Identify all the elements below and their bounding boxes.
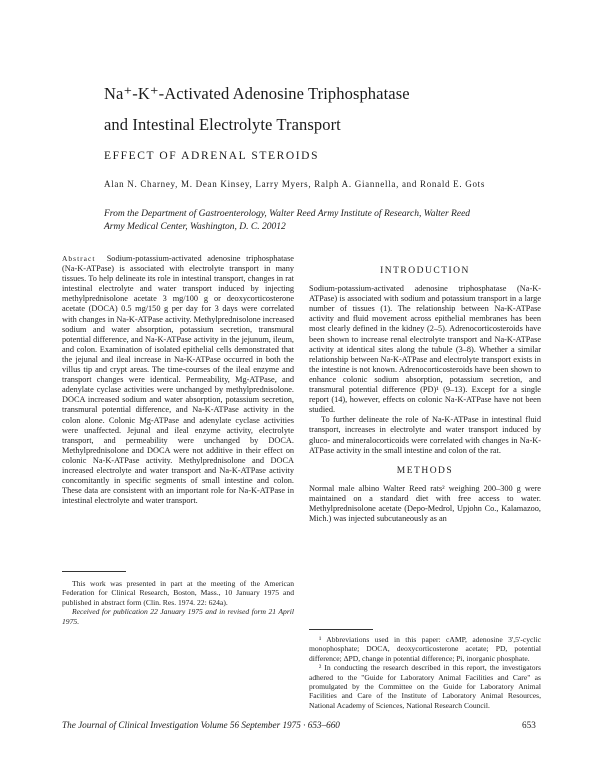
title-line-2: and Intestinal Electrolyte Transport [104,115,341,134]
affiliation: From the Department of Gastroenterology, Walter Reed Army Institute of Research, Walter Reed Army Medical Center, Washington, D. C. 20012 [104,209,471,232]
journal-citation-line: The Journal of Clinical Investigation Volume 56 September 1975 · 653–660 [62,720,340,730]
abstract-column [62,254,294,506]
footnote-abbreviations: ¹ Abbreviations used in this paper: cAMP, adenosine 3',5'-cyclic monophosphate; DOCA, deoxycorticosterone acetate; PD, potential difference; ΔPD, change in potential difference; Pi, inorganic phosphate. [309,635,541,663]
author-list: Alan N. Charney, M. Dean Kinsey, Larry Myers, Ralph A. Giannella, and Ronald E. Gots [104,179,486,189]
page-number: 653 [522,720,536,730]
abstract-paragraph [62,254,294,506]
received-note: Received for publication 22 January 1975 and in revised form 21 April 1975. [62,607,294,626]
subtitle: EFFECT OF ADRENAL STEROIDS [104,150,320,162]
presented-note: This work was presented in part at the meeting of the American Federation for Clinical Research, Boston, Mass., 10 January 1975 and published in abstract form (Clin. Res. 1974. 22: 624a). [62,579,294,607]
left-footnote-rule [62,571,126,572]
right-footnotes [309,635,541,710]
right-footnote-rule [309,629,373,630]
body-column [309,266,541,524]
methods-paragraph-1: Normal male albino Walter Reed rats² weighing 200–300 g were maintained on a standard diet with free access to water. Methylprednisolone acetate (Depo-Medrol, Upjohn Co., Kalamazoo, Mich.) was injected subcutaneously as an [309,483,541,524]
abstract-label: Abstract [62,254,96,263]
intro-paragraph-2: To further delineate the role of Na-K-ATPase in intestinal fluid transport, increases in electrolyte and water transport induced by gluco- and mineralocorticoids were correlated with changes in Na-K-ATPase activity in the small intestine and colon of the rat. [309,415,541,455]
title-line-1: Na⁺-K⁺-Activated Adenosine Triphosphatase [104,84,410,103]
abstract-text: Sodium-potassium-activated adenosine triphosphatase (Na-K-ATPase) is associated with electrolyte transport in many tissues. To help delineate its role in intestinal transport, changes in rat intestinal electrolyte and water transport induced by injecting methylprednisolone acetate 3 mg/100 g or deoxycorticosterone acetate (DOCA) 0.5 mg/150 g per day for 3 days were correlated with changes in Na-K-ATPase activity. Methylprednisolone increased sodium and water absorption, potassium secretion, transmural potential difference, and Na-K-ATPase activity in the jejunum, ileum, and colon. Examination of isolated epithelial cells demonstrated that the jejunal and ileal increase in Na-K-ATPase occurred in both the villus tip and crypt areas. The time-courses of the ileal enzyme and transport changes were identical. Permeability, Mg-ATPase, and adenylate cyclase activities were unchanged by methylprednisolone. DOCA increased sodium and water absorption, potassium secretion, transmural potential difference, and Na-K-ATPase activity in the colon alone. Colonic Mg-ATPase and adenylate cyclase activities were unaffected. Jejunal and ileal enzyme activity, electrolyte transport, and permeability were unchanged by DOCA. Methylprednisolone and DOCA were not additive in their effect on colonic Na-K-ATPase activity. Methylprednisolone and DOCA increased electrolyte and water transport and Na-K-ATPase activity concomitantly in specific segments of small intestine and colon. These data are consistent with an important role for Na-K-ATPase in intestinal electrolyte and water transport. [62,254,294,506]
footnote-animal-care: ² In conducting the research described in this report, the investigators adhered to the "Guide for Laboratory Animal Facilities and Care" as promulgated by the Committee on the Guide for Laboratory Animal Facilities and Care of the Institute of Laboratory Animal Resources, National Academy of Sciences, National Research Council. [309,663,541,710]
intro-paragraph-1: Sodium-potassium-activated adenosine triphosphatase (Na-K-ATPase) is associated with sodium and potassium transport in a large number of tissues (1). The relationship between Na-K-ATPase activity and fluid movement across epithelial membranes has been most clearly defined in the kidney (2–5). Adrenocorticosteroids have been shown to increase renal electrolyte transport and Na-K-ATPase activity at identical sites along the tubule (3–8). Whether a similar relationship between Na-K-ATPase and electrolyte transport exists in the intestine is not known. Adrenocorticosteroids have been shown to enhance colonic sodium absorption, potassium secretion, and transmural potential difference (PD)¹ (9–13). Except for a single report (14), however, effects on colonic Na-K-ATPase have not been studied. [309,284,541,415]
methods-heading: METHODS [396,465,454,476]
left-footnotes [62,579,294,626]
introduction-heading: INTRODUCTION [380,266,470,276]
